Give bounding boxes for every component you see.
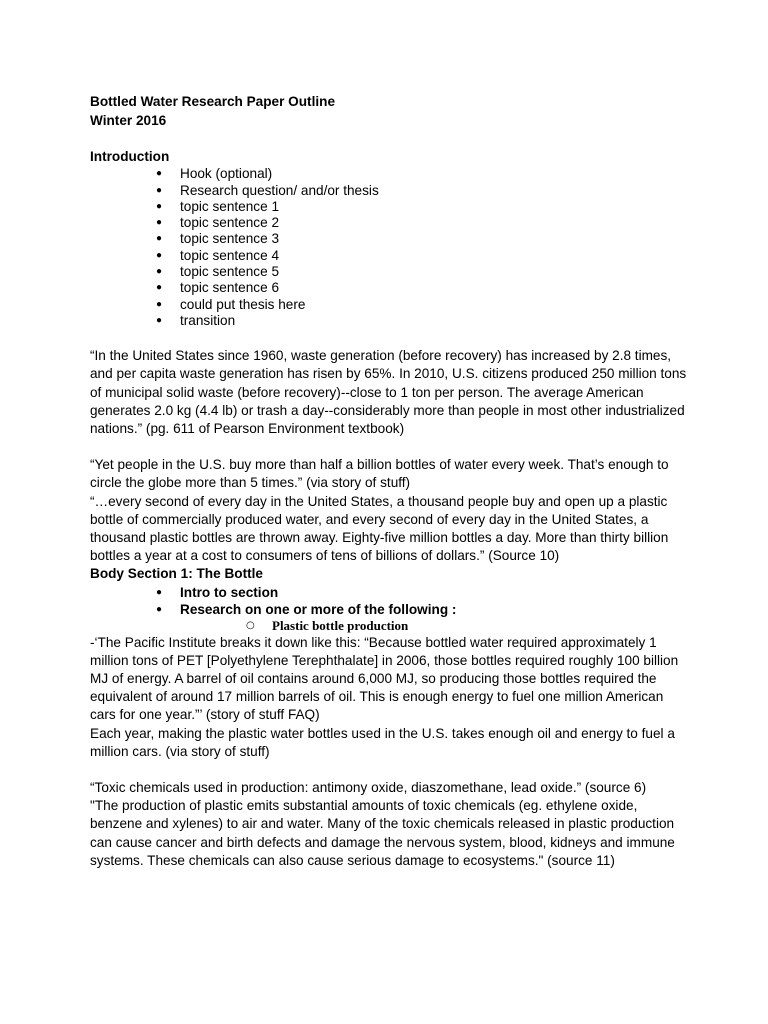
list-item: ● Research on one or more of the following : — [156, 601, 690, 618]
quote-pacific-institute: -‘The Pacific Institute breaks it down like this: “Because bottled water required approximately 1 million tons of PET [Polyethylene Terephthalate] in 2006, those bottles required roughly 100 billion MJ of energy. A barrel of oil contains around 6,000 MJ, so producing those bottles required the equivalent of around 17 million barrels of oil. This is enough energy to fuel one million American cars for one year.”’ (story of stuff FAQ) — [90, 634, 679, 723]
body-section-1-sublist — [90, 618, 690, 634]
list-item: ● Hook (optional) — [156, 166, 690, 182]
document-term: Winter 2016 — [90, 113, 167, 128]
list-item: ● topic sentence 3 — [156, 231, 690, 247]
quote-toxic-chemicals: “Toxic chemicals used in production: antimony oxide, diaszomethane, lead oxide.” (source 6) — [90, 780, 647, 796]
list-item: ● transition — [156, 313, 690, 329]
quote-waste-generation: “In the United States since 1960, waste generation (before recovery) has increased by 2.8 times, and per capita waste generation has risen by 65%. In 2010, U.S. citizens produced 250 million tons of municipal solid waste (before recovery)--close to 1 ton per person. The average American generates 2.0 kg (4.4 lb) or trash a day--considerably more than people in most other industrialized nations.” (pg. 611 of Pearson Environment textbook) — [90, 348, 687, 436]
list-item: ● topic sentence 2 — [156, 215, 690, 231]
list-item: ● Research question/ and/or thesis — [156, 183, 690, 199]
quote-plastic-production: "The production of plastic emits substantial amounts of toxic chemicals (eg. ethylene oxide, benzene and xylenes) to air and water. Many of the toxic chemicals released in plastic production can cause cancer and birth defects and damage the nervous system, blood, kidneys and immune systems. These chemicals can also cause serious damage to ecosystems." (source 11) — [90, 798, 675, 868]
quote-every-second: “…every second of every day in the United States, a thousand people buy and open up a plastic bottle of commercially produced water, and every second of every day in the United States, a thousand plastic bottles are thrown away. Eighty-five million bottles a day. More than thirty billion bottles a year at a cost to consumers of tens of billions of dollars.” (Source 10) — [90, 493, 669, 564]
spacer — [90, 438, 690, 456]
spacer — [90, 329, 690, 347]
introduction-list — [90, 166, 690, 329]
body-section-1-list — [90, 584, 690, 618]
quote-million-cars: Each year, making the plastic water bottles used in the U.S. takes enough oil and energy to fuel a million cars. (via story of stuff) — [90, 725, 675, 759]
document-title: Bottled Water Research Paper Outline — [90, 94, 335, 109]
quote-half-billion-bottles: “Yet people in the U.S. buy more than half a billion bottles of water every week. That’s enough to circle the globe more than 5 times.” (via story of stuff) — [90, 457, 669, 491]
list-item: ● topic sentence 5 — [156, 264, 690, 280]
list-item: ○ Plastic bottle production — [246, 618, 690, 634]
document-page — [90, 92, 690, 870]
list-item: ● topic sentence 6 — [156, 280, 690, 296]
list-item: ● topic sentence 1 — [156, 199, 690, 215]
body-section-1-heading: Body Section 1: The Bottle — [90, 566, 263, 582]
introduction-heading: Introduction — [90, 149, 170, 164]
list-item: ● topic sentence 4 — [156, 248, 690, 264]
spacer — [90, 130, 690, 148]
spacer — [90, 761, 690, 779]
list-item: ● Intro to section — [156, 584, 690, 601]
list-item: ● could put thesis here — [156, 297, 690, 313]
